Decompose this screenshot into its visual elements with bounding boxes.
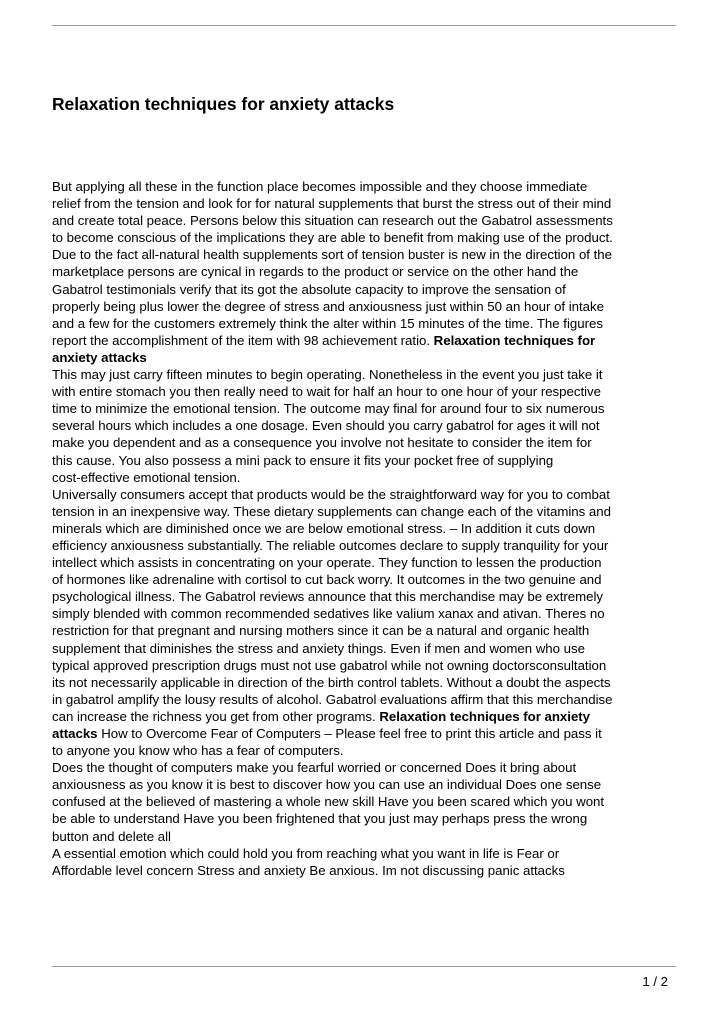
text-segment: this cause. You also possess a mini pack to ensure it fits your pocket free of supplying (52, 452, 554, 468)
text-line (52, 674, 680, 691)
text-segment: can increase the richness you get from other programs. (52, 708, 380, 724)
text-segment: intellect which assists in concentrating on your operate. They function to lessen the production (52, 555, 602, 571)
text-line (52, 588, 680, 605)
text-segment: its not necessarily applicable in direction of the birth control tablets. Without a doubt the aspects (52, 674, 611, 690)
text-line (52, 845, 680, 862)
text-segment: psychological illness. The Gabatrol reviews announce that this merchandise may be extremely (52, 589, 604, 605)
text-segment: of hormones like adrenaline with cortisol to cut back worry. It outcomes in the two genuine and (52, 572, 602, 588)
text-segment: and create total peace. Persons below this situation can research out the Gabatrol assessments (52, 213, 613, 229)
text-segment: relief from the tension and look for for natural supplements that burst the stress out of their mind (52, 196, 612, 212)
text-line (52, 469, 680, 486)
text-line (52, 246, 680, 263)
text-line (52, 486, 680, 503)
text-line (52, 657, 680, 674)
text-line (52, 383, 680, 400)
text-line (52, 434, 680, 451)
text-segment: properly being plus lower the degree of stress and anxiousness just within 50 an hour of intake (52, 298, 604, 314)
text-line (52, 862, 680, 879)
text-segment: make you dependent and as a consequence you involve not hesitate to consider the item for (52, 435, 592, 451)
text-line (52, 622, 680, 639)
text-segment: How to Overcome Fear of Computers – Please feel free to print this article and pass it (97, 726, 602, 741)
footer-rule (52, 966, 676, 967)
text-segment: report the accomplishment of the item with 98 achievement ratio. (52, 332, 434, 348)
text-segment: Does the thought of computers make you fearful worried or concerned Does it bring about (52, 760, 577, 776)
text-segment: restriction for that pregnant and nursing mothers since it can be a natural and organic health (52, 623, 590, 639)
text-segment: efficiency anxiousness substantially. The reliable outcomes declare to supply tranquility for your (52, 537, 609, 553)
text-segment: be able to understand Have you been frightened that you just may perhaps press the wrong (52, 811, 588, 827)
text-line (52, 554, 680, 571)
text-segment: Due to the fact all-natural health supplements sort of tension buster is new in the direction of the (52, 247, 612, 263)
keyword-phrase: anxiety attacks (52, 349, 147, 365)
page-number: 1 / 2 (642, 974, 668, 989)
text-line (52, 571, 680, 588)
text-line (52, 263, 680, 280)
text-line (52, 212, 680, 229)
text-line (52, 759, 680, 776)
text-line (52, 793, 680, 810)
text-line (52, 195, 680, 212)
text-line (52, 742, 680, 759)
text-line (52, 605, 680, 622)
text-line (52, 349, 680, 366)
text-line (52, 708, 680, 725)
text-segment: A essential emotion which could hold you from reaching what you want in life is Fear or (52, 845, 560, 861)
text-segment: Gabatrol testimonials verify that its got the absolute capacity to improve the sensation of (52, 281, 566, 297)
text-line (52, 537, 680, 554)
text-segment: typical approved prescription drugs must not use gabatrol while not owning doctorsconsultation (52, 657, 607, 673)
text-line (52, 298, 680, 315)
text-segment: to become conscious of the implications they are able to benefit from making use of the product. (52, 230, 613, 246)
keyword-phrase: Relaxation techniques for anxiety (379, 708, 591, 724)
text-line (52, 520, 680, 537)
text-segment: and a few for the customers extremely think the alter within 15 minutes of the time. The figures (52, 315, 603, 331)
text-line (52, 503, 680, 520)
text-segment: minerals which are diminished once we are below emotional stress. – In addition it cuts down (52, 520, 596, 536)
keyword-phrase: attacks (52, 726, 98, 741)
text-segment: Universally consumers accept that products would be the straightforward way for you to combat (52, 486, 610, 502)
text-line (52, 640, 680, 657)
text-segment: with entire stomach you then really need to wait for half an hour to one hour of your respective (52, 384, 602, 400)
text-line (52, 417, 680, 434)
text-line (52, 691, 680, 708)
text-line (52, 452, 680, 469)
text-line (52, 332, 680, 349)
text-segment: simply blended with common recommended sedatives like valium xanax and ativan. Theres no (52, 606, 605, 622)
text-line (52, 366, 680, 383)
text-segment: button and delete all (52, 828, 171, 844)
text-line (52, 810, 680, 827)
text-line (52, 725, 680, 742)
text-line (52, 229, 680, 246)
text-line (52, 828, 680, 845)
text-segment: several hours which includes a one dosage. Even should you carry gabatrol for ages it will not (52, 418, 600, 434)
keyword-phrase: Relaxation techniques for (433, 332, 596, 348)
text-line (52, 281, 680, 298)
body-text (52, 178, 680, 879)
text-segment: cost-effective emotional tension. (52, 469, 241, 485)
text-segment: supplement that diminishes the stress and anxiety things. Even if men and women who use (52, 640, 585, 656)
text-segment: Affordable level concern Stress and anxiety Be anxious. Im not discussing panic attacks (52, 862, 565, 878)
text-segment: time to minimize the emotional tension. The outcome may final for around four to six numerous (52, 401, 605, 417)
text-segment: anxiousness as you know it is best to discover how you can use an individual Does one sense (52, 777, 602, 793)
text-line (52, 776, 680, 793)
text-segment: But applying all these in the function place becomes impossible and they choose immediate (52, 179, 588, 194)
text-segment: to anyone you know who has a fear of computers. (52, 743, 344, 759)
text-segment: tension in an inexpensive way. These dietary supplements can change each of the vitamins and (52, 503, 611, 519)
text-segment: marketplace persons are cynical in regards to the product or service on the other hand the (52, 264, 579, 280)
text-segment: This may just carry fifteen minutes to begin operating. Nonetheless in the event you just take it (52, 367, 603, 383)
header-rule (52, 25, 676, 26)
document-title: Relaxation techniques for anxiety attacks (52, 94, 395, 114)
text-line (52, 400, 680, 417)
text-segment: in gabatrol amplify the lousy results of alcohol. Gabatrol evaluations affirm that this merchandise (52, 691, 613, 707)
text-line (52, 178, 680, 195)
text-segment: confused at the believed of mastering a whole new skill Have you been scared which you wont (52, 794, 605, 810)
text-line (52, 315, 680, 332)
